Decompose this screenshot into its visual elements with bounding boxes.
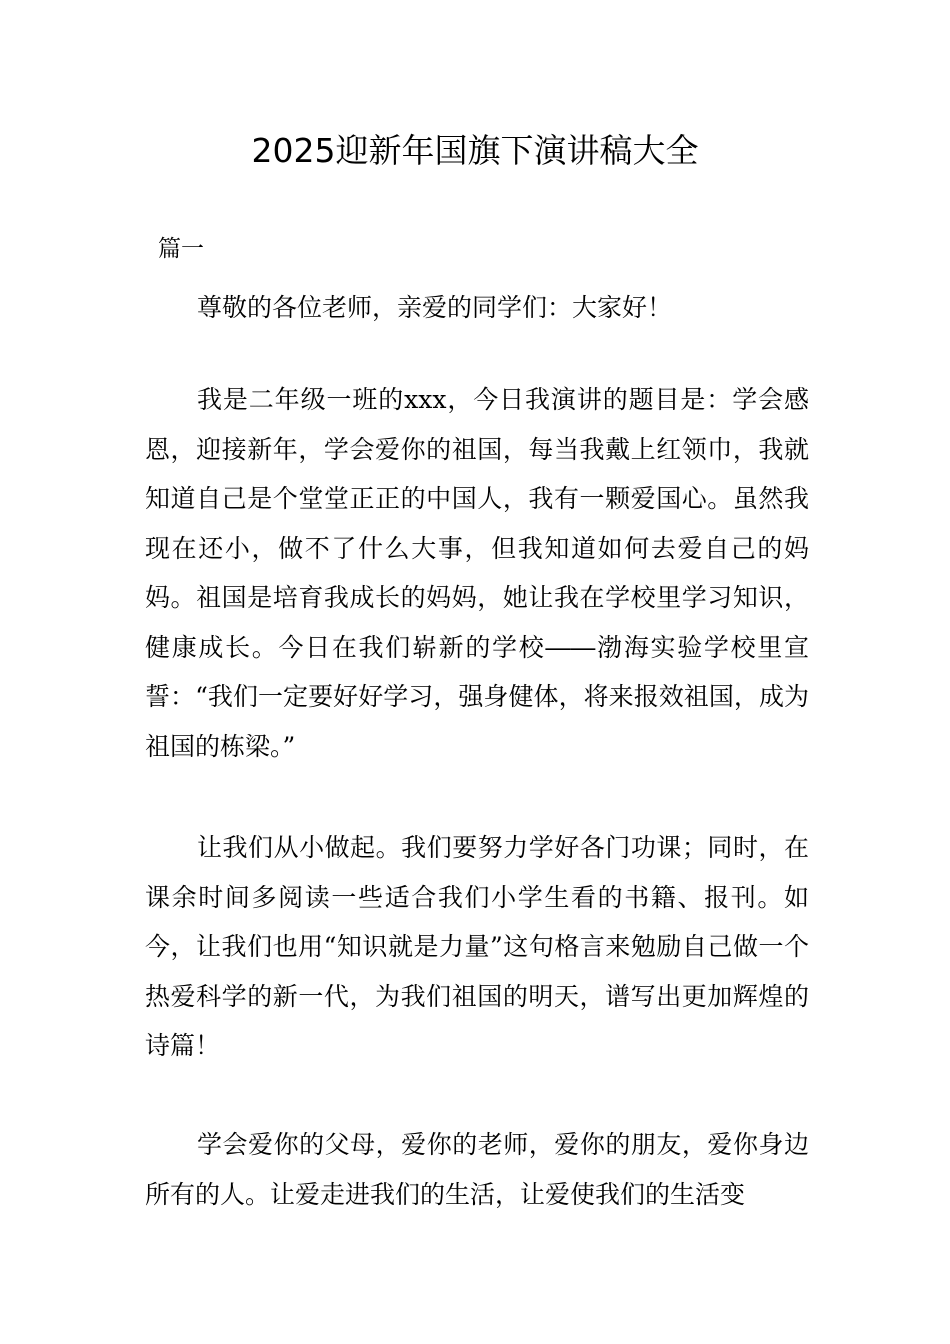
paragraph-2: 让我们从小做起。我们要努力学好各门功课；同时，在课余时间多阅读一些适合我们小学生看的书籍、报刊。如今，让我们也用“知识就是力量”这句格言来勉励自己做一个热爱科学的新一代，为我们祖国的明天，谱写出更加辉煌的诗篇！ xyxy=(145,833,809,1060)
document-title: 2025迎新年国旗下演讲稿大全 xyxy=(251,131,699,170)
paragraph-3: 学会爱你的父母，爱你的老师，爱你的朋友，爱你身边所有的人。让爱走进我们的生活，让爱使我们的生活变 xyxy=(145,1130,809,1209)
section-label: 篇一 xyxy=(158,236,204,262)
paragraph-1: 我是二年级一班的xxx，今日我演讲的题目是：学会感恩，迎接新年，学会爱你的祖国，每当我戴上红领巾，我就知道自己是个堂堂正正的中国人，我有一颗爱国心。虽然我现在还小，做不了什么大事，但我知道如何去爱自己的妈妈。祖国是培育我成长的妈妈，她让我在学校里学习知识，健康成长。今日在我们崭新的学校――渤海实验学校里宣誓：“我们一定要好好学习，强身健体，将来报效祖国，成为祖国的栋梁。” xyxy=(145,385,809,761)
paragraph-greeting: 尊敬的各位老师，亲爱的同学们：大家好！ xyxy=(197,293,673,322)
